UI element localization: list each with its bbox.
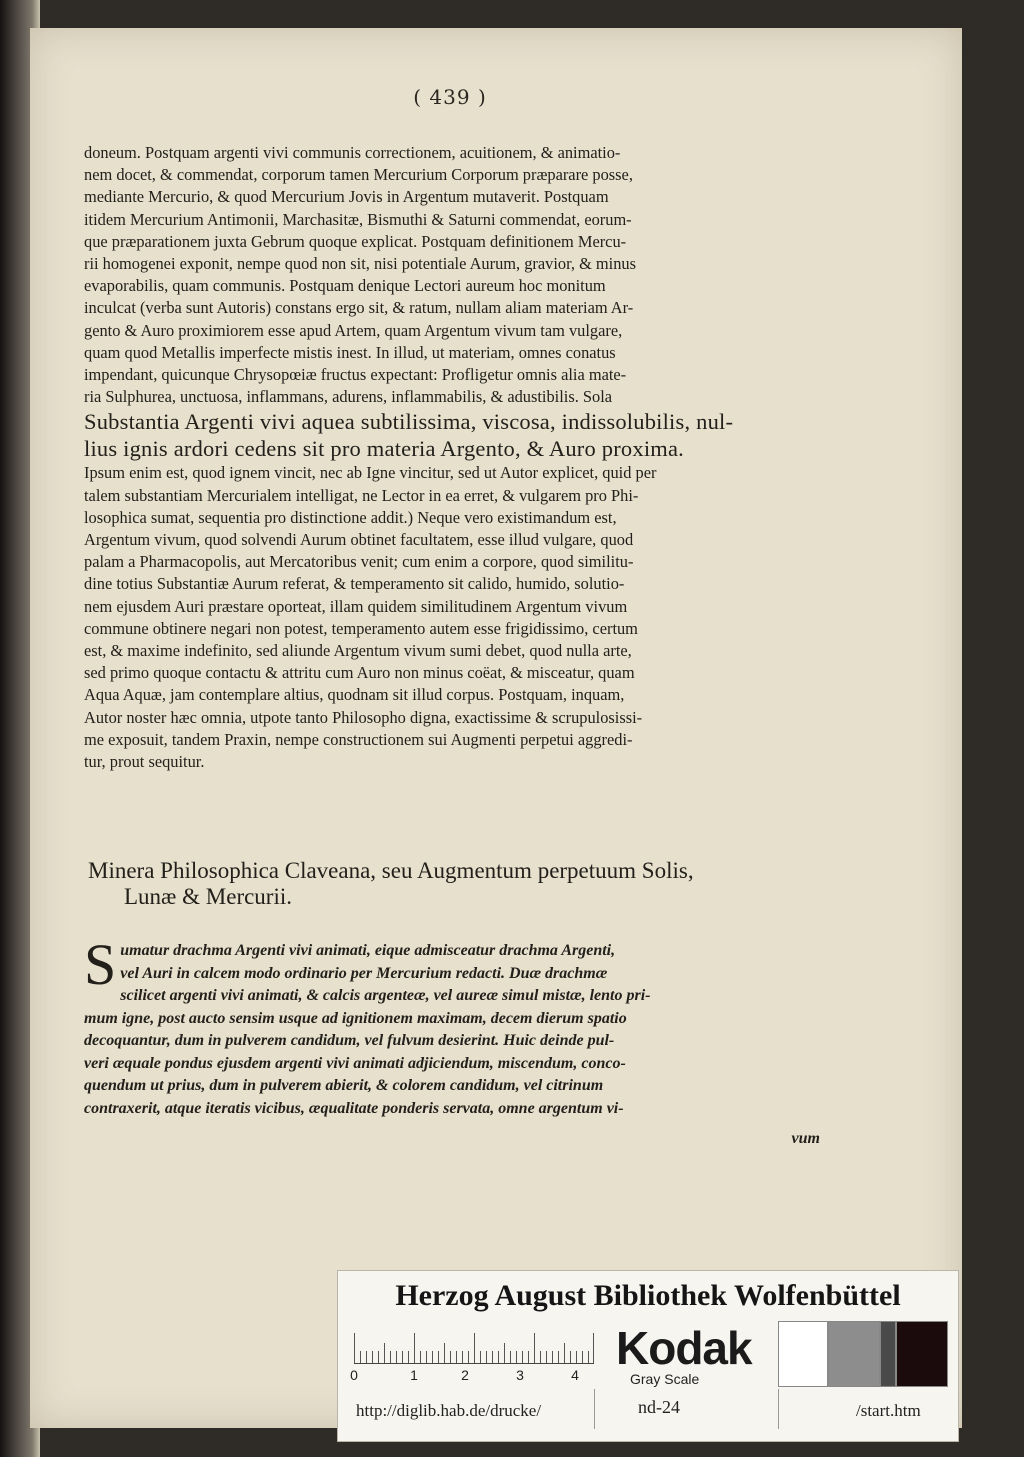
ruler-label: 4: [571, 1367, 579, 1383]
ruler-label: 0: [350, 1367, 358, 1383]
text-line: rii homogenei exponit, nempe quod non sit, nisi potentiale Aurum, gravior, & minus: [84, 254, 636, 274]
body-text: [84, 142, 820, 773]
gray-swatch-white: [778, 1321, 828, 1387]
kodak-logo: Kodak: [616, 1322, 752, 1374]
ruler-label: 3: [516, 1367, 524, 1383]
heading-line: Lunæ & Mercurii.: [124, 884, 292, 909]
gray-swatch-dark: [880, 1321, 896, 1387]
ruler-label: 2: [461, 1367, 469, 1383]
drop-cap: S: [84, 932, 117, 997]
text-line: gento & Auro proximiorem esse apud Artem, quam Argentum vivum tam vulgare,: [84, 320, 623, 340]
text-line: mum igne, post aucto sensim usque ad ignitionem maximam, decem dierum spatio: [84, 1009, 627, 1027]
divider: [778, 1389, 779, 1429]
gray-swatch-black: [896, 1321, 948, 1387]
text-line: me exposuit, tandem Praxin, nempe constructionem sui Augmenti perpetui aggredi-: [84, 729, 633, 749]
text-line: palam a Pharmacopolis, aut Mercatoribus venit; cum enim a corpore, quod similitu-: [84, 552, 634, 572]
text-line: Ipsum enim est, quod ignem vincit, nec ab Igne vincitur, sed ut Autor explicet, quid per: [84, 463, 657, 483]
text-line: Aqua Aquæ, jam contemplare altius, quodnam sit illud corpus. Postquam, inquam,: [84, 685, 625, 705]
text-line: Autor noster hæc omnia, utpote tanto Philosopho digna, exactissime & scrupulosissi-: [84, 707, 643, 727]
shelfmark: nd-24: [638, 1397, 680, 1417]
emphasis-line: lius ignis ardori cedens sit pro materia Argento, & Auro proxima.: [84, 436, 684, 462]
text-line: quam quod Metallis imperfecte mistis inest. In illud, ut materiam, omnes conatus: [84, 342, 616, 362]
text-line: decoquantur, dum in pulverem candidum, vel fulvum desierint. Huic deinde pul-: [84, 1032, 615, 1049]
page-number: ( 439 ): [413, 85, 487, 109]
section-heading: [88, 858, 828, 910]
text-line: ria Sulphurea, unctuosa, inflammans, adurens, inflammabilis, & adustibilis. Sola: [84, 387, 613, 407]
text-line: doneum. Postquam argenti vivi communis correctionem, acuitionem, & animatio-: [84, 143, 621, 162]
text-line: tur, prout sequitur.: [84, 752, 205, 772]
text-line: vel Auri in calcem modo ordinario per Mercurium redacti. Duæ drachmæ: [120, 964, 608, 982]
library-name: Herzog August Bibliothek Wolfenbüttel: [395, 1279, 901, 1312]
divider: [594, 1389, 595, 1429]
text-line: talem substantiam Mercurialem intelligat, ne Lector in ea erret, & vulgarem pro Phi-: [84, 485, 639, 505]
text-line: est, & maxime indefinito, sed aliunde Argentum vivum sumi debet, quod nulla arte,: [84, 641, 632, 661]
text-line: umatur drachma Argenti vivi animati, eique admisceatur drachma Argenti,: [120, 942, 616, 959]
text-line: sed primo quoque contactu & attritu cum Auro non minus coëat, & misceatur, quam: [84, 663, 635, 683]
text-line: evaporabilis, quam communis. Postquam denique Lectori aureum hoc monitum: [84, 276, 606, 296]
scale-ruler: [354, 1333, 594, 1364]
text-line: impendant, quicunque Chrysopœiæ fructus expectant: Profligetur omnis alia mate-: [84, 365, 627, 385]
gray-scale-label: Gray Scale: [630, 1371, 700, 1387]
text-line: nem docet, & commendat, corporum tamen Mercurium Corporum præparare posse,: [84, 165, 633, 185]
text-line: mediante Mercurio, & quod Mercurium Jovis in Argentum mutaverit. Postquam: [84, 187, 609, 207]
catchword: vum: [791, 1130, 820, 1147]
text-line: dine totius Substantiæ Aurum referat, & temperamento sit calido, humido, solutio-: [84, 574, 625, 594]
text-line: Argentum vivum, quod solvendi Aurum obtinet facultatem, esse illud vulgare, quod: [84, 530, 634, 550]
ruler-label: 1: [410, 1367, 418, 1383]
text-line: inculcat (verba sunt Autoris) constans ergo sit, & ratum, nullam aliam materiam Ar-: [84, 298, 634, 318]
text-line: quendum ut prius, dum in pulverem abierit, & colorem candidum, vel citrinum: [84, 1077, 604, 1094]
emphasis-line: Substantia Argenti vivi aquea subtilissima, viscosa, indissolubilis, nul-: [84, 409, 734, 435]
gray-swatch-mid: [828, 1321, 880, 1387]
library-color-card: [337, 1270, 959, 1442]
text-line: veri æquale pondus ejusdem argenti vivi animati adjiciendum, miscendum, conco-: [84, 1054, 626, 1072]
url-prefix: http://diglib.hab.de/drucke/: [356, 1401, 542, 1420]
text-line: contraxerit, atque iteratis vicibus, æqualitate ponderis servata, omne argentum vi-: [84, 1099, 624, 1117]
text-line: commune obtinere negari non potest, temperamento autem esse frigidissimo, certum: [84, 618, 638, 638]
text-line: que præparationem juxta Gebrum quoque explicat. Postquam definitionem Mercu-: [84, 231, 627, 251]
heading-line: Minera Philosophica Claveana, seu Augmentum perpetuum Solis,: [88, 858, 694, 883]
url-suffix: /start.htm: [856, 1401, 921, 1420]
text-line: nem ejusdem Auri præstare oporteat, illam quidem similitudinem Argentum vivum: [84, 596, 628, 616]
recipe-text: [84, 932, 820, 1120]
text-line: losophica sumat, sequentia pro distinctione addit.) Neque vero existimandum est,: [84, 507, 617, 527]
text-line: scilicet argenti vivi animati, & calcis argenteæ, vel aureæ simul mistæ, lento pri-: [120, 987, 651, 1004]
text-line: itidem Mercurium Antimonii, Marchasitæ, Bismuthi & Saturni commendat, eorum-: [84, 209, 632, 229]
